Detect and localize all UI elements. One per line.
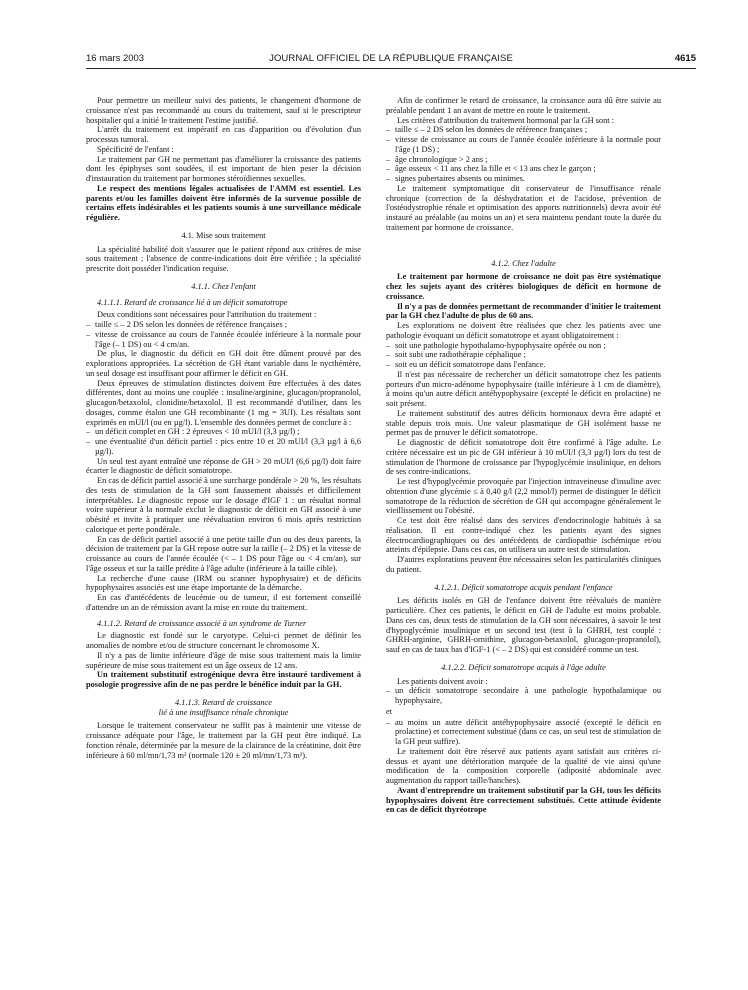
list-item: – soit eu un déficit somatotrope dans l'enfance.	[386, 360, 661, 370]
bold-paragraph: Le traitement par hormone de croissance ne doit pas être systématique chez les sujets ayant des critères biologiques de déficit en hormone de croissance.	[386, 272, 661, 301]
bold-paragraph: Le respect des mentions légales actualisées de l'AMM est essentiel. Les parents et/ou les familles doivent être informés de la survenue possible de certains effets indésirables et les patients soumis à une surveillance médicale régulière.	[86, 183, 361, 222]
left-column	[86, 96, 361, 760]
section-heading: 4.1. Mise sous traitement	[181, 230, 266, 240]
paragraph: L'arrêt du traitement est impératif en cas d'apparition ou d'évolution d'un processus tumoral.	[86, 125, 361, 144]
paragraph: Un seul test ayant entraîné une réponse de GH > 20 mUI/l (6,6 µg/l) doit faire écarter le diagnostic de déficit somatotrope.	[86, 456, 361, 476]
paragraph: Le test d'hypoglycémie provoquée par l'injection intraveineuse d'insuline avec obtention d'une glycémie ≤ à 0,40 g/l (2,2 mmol/l) permet de distinguer le déficit somatotrope de la réduction de sécrétion de GH qui accompagne généralement le vieillissement ou l'obésité.	[386, 477, 661, 516]
list-item: – vitesse de croissance au cours de l'année écoulée inférieure à la normale pour l'âge (1 DS) ;	[386, 135, 661, 155]
paragraph: En cas de déficit partiel associé à une surcharge pondérale > 20 %, les résultats des tests de stimulation de la GH sont faussement abaissés et difficilement interprétables. Le diagnostic repose sur le dosage d'IGF 1 : un résultat normal voire supérieur à la normale exclut le diagnostic de déficit en GH associé à une obésité et invite à pratiquer une réévaluation environ 6 mois après restriction calorique et perte pondérale.	[86, 476, 361, 534]
paragraph: En cas de déficit partiel associé à une petite taille d'un ou des deux parents, la décision de traitement par la GH repose outre sur la taille (– 2 DS) et la vitesse de croissance au cours de l'année écoulée (< – 1 DS pour l'âge ou < 4 cm/an), sur l'âge osseux et sur la taille prédite à l'âge adulte (inférieure à la taille cible).	[86, 534, 361, 573]
list-item: – vitesse de croissance au cours de l'année écoulée inférieure à la normale pour l'âge (– 1 DS) ou < 4 cm/an.	[86, 330, 361, 350]
section-heading: 4.1.1. Chez l'enfant	[191, 281, 256, 291]
paragraph: Lorsque le traitement conservateur ne suffit pas à maintenir une vitesse de croissance adéquate pour l'âge, le traitement par la GH peut être indiqué. La fonction rénale, déterminée par la mesure de la clairance de la créatinine, doit être inférieure à 60 ml/mn/1,73 m² (normale 120 ± 20 ml/mn/1,73 m²).	[86, 721, 361, 760]
paragraph: Il n'y a pas de limite inférieure d'âge de mise sous traitement mais la limite supérieure de mise sous traitement est un âge osseux de 12 ans.	[86, 650, 361, 670]
patient-criteria-list-2	[386, 718, 661, 747]
list-item: – taille ≤ – 2 DS selon les données de référence françaises ;	[86, 320, 361, 330]
paragraph: D'autres explorations peuvent être nécessaires selon les particularités cliniques du patient.	[386, 555, 661, 574]
patient-criteria-list	[386, 686, 661, 706]
paragraph: Les déficits isolés en GH de l'enfance doivent être réévalués de manière particulière. Chez ces patients, le déficit en GH de l'adulte est moins probable. Dans ces cas, deux tests de stimulation de la GH sont nécessaires, à savoir le test d'hypoglycémie insulinique et un second test (test à la GHRH, test couplé : GHRH-arginine, GHRH-ornithine, glucagon-betaxolol, glucagon-propranolol), sauf en cas de taux bas d'IGF-1 (< – 2 DS) qui est considéré comme un test.	[386, 596, 661, 654]
bold-paragraph: Avant d'entreprendre un traitement substitutif par la GH, tous les déficits hypophysaires doivent être correctement substitués. Cette attitude évidente en cas de déficit thyréotrope	[386, 785, 661, 815]
journal-title: JOURNAL OFFICIEL DE LA RÉPUBLIQUE FRANÇAISE	[269, 53, 513, 64]
subsection-heading: 4.1.1.2. Retard de croissance associé à un syndrome de Turner	[97, 618, 307, 628]
list-item: – au moins un autre déficit antéhypophysaire associé (excepté le déficit en prolactine) et correctement substitué (dans ce cas, un seul test de stimulation de la GH peut suffire).	[386, 718, 661, 747]
paragraph: Deux épreuves de stimulation distinctes doivent être effectuées à des dates différentes, dont au moins une couplée : insuline/arginine, glucagon/propranolol, glucagon/betaxolol, clonidine/betaxolol. Il est recommandé d'utiliser, dans les dosages, comme étalon une GH recombinante (1 mg = 3UI). Les résultats sont exprimés en mUI/l (ou en µg/l). L'ensemble des données permet de conclure à :	[86, 378, 361, 427]
list-item: – un déficit complet en GH : 2 épreuves < 10 mUI/l (3,3 µg/l) ;	[86, 427, 361, 437]
paragraph: Spécificité de l'enfant :	[97, 144, 174, 154]
list-item: – âge osseux < 11 ans chez la fille et < 13 ans chez le garçon ;	[386, 164, 661, 174]
paragraph: Le diagnostic est fondé sur le caryotype. Celui-ci permet de définir les anomalies de nombre et/ou de structure concernant le chromosome X.	[86, 631, 361, 650]
paragraph: Deux conditions sont nécessaires pour l'attribution du traitement :	[97, 310, 317, 320]
subsection-heading-line2: lié à une insuffisance rénale chronique	[158, 707, 289, 717]
list-item: – signes pubertaires absents ou minimes.	[386, 174, 661, 184]
subsection-heading: 4.1.2.1. Déficit somatotrope acquis pendant l'enfance	[434, 582, 613, 592]
paragraph: De plus, le diagnostic du déficit en GH doit être dûment prouvé par des explorations appropriées. La sécrétion de GH étant variable dans le nycthémère, un seul dosage est insuffisant pour affirmer le déficit en GH.	[86, 349, 361, 378]
subsection-heading: 4.1.1.3. Retard de croissance	[175, 697, 272, 707]
paragraph: Pour permettre un meilleur suivi des patients, le changement d'hormone de croissance n'est pas recommandé au cours du traitement, sauf si le prescripteur hospitalier qui a initié le traitement l'estime justifié.	[86, 96, 361, 125]
header-rule	[86, 68, 696, 69]
list-item: – taille ≤ – 2 DS selon les données de référence françaises ;	[386, 125, 661, 135]
section-heading: 4.1.2. Chez l'adulte	[491, 258, 556, 268]
bold-paragraph: Il n'y a pas de données permettant de recommander d'initier le traitement par la GH chez l'adulte de plus de 60 ans.	[386, 301, 661, 321]
subsection-heading: 4.1.1.1. Retard de croissance lié à un déficit somatotrope	[97, 297, 288, 307]
criteria-list	[386, 125, 661, 184]
paragraph: Les patients doivent avoir :	[397, 676, 488, 686]
right-column	[386, 96, 661, 815]
paragraph: Afin de confirmer le retard de croissance, la croissance aura dû être suivie au préalable pendant 1 an avant de mettre en route le traitement.	[386, 96, 661, 115]
bold-paragraph: Un traitement substitutif estrogénique devra être instauré tardivement à posologie progressive afin de ne pas perdre le bénéfice induit par la GH.	[86, 670, 361, 689]
paragraph: Le traitement doit être réservé aux patients ayant satisfait aux critères ci-dessus et ayant une détérioration marquée de la qualité de vie ainsi qu'une modification de la composition corporelle (adiposité abdominale avec augmentation du rapport taille/hanches).	[386, 746, 661, 785]
subsection-heading: 4.1.2.2. Déficit somatotrope acquis à l'âge adulte	[441, 662, 606, 672]
criteria-list	[86, 320, 361, 349]
paragraph: Le traitement symptomatique dit conservateur de l'insuffisance rénale chronique (correction de la déshydratation et de l'acidose, prévention de l'ostéodystrophie rénale et optimisation des apports nutritionnels) devra avoir été instauré au préalable (au moins un an) et sera maintenu pendant toute la durée du traitement par hormone de croissance.	[386, 183, 661, 232]
page-header	[86, 53, 696, 67]
paragraph: La recherche d'une cause (IRM ou scanner hypophysaire) et de déficits hypophysaires associés est une étape importante de la démarche.	[86, 573, 361, 593]
header-date: 16 mars 2003	[86, 53, 145, 64]
paragraph: Ce test doit être réalisé dans des services d'endocrinologie habitués à sa réalisation. Il est contre-indiqué chez les patients ayant des signes électrocardiographiques ou des antécédents de cardiopathie ischémique et/ou atteints d'épilepsie. Dans ces cas, on utilisera un autre test de stimulation.	[386, 516, 661, 555]
paragraph: Le diagnostic de déficit somatotrope doit être confirmé à l'âge adulte. Le critère nécessaire est un pic de GH inférieur à 10 mUI/l (3,3 µg/l) lors du test de stimulation de l'hormone de croissance par l'hypoglycémie insulinique, en dehors de ses contre-indications.	[386, 438, 661, 477]
paragraph: Les critères d'attribution du traitement hormonal par la GH sont :	[397, 115, 614, 125]
conjunction-text: et	[386, 706, 393, 716]
paragraph: En cas d'antécédents de leucémie ou de tumeur, il est fortement conseillé d'attendre un an de rémission avant la mise en route du traitement.	[86, 593, 361, 612]
list-item: – un déficit somatotrope secondaire à une pathologie hypothalamique ou hypophysaire,	[386, 686, 661, 706]
paragraph: Le traitement substitutif des autres déficits hormonaux devra être adapté et stable depuis trois mois. Une valeur plasmatique de GH isolément basse ne permet pas de prouver le déficit somatotrope.	[386, 408, 661, 438]
list-item: – soit subi une radiothérapie céphalique ;	[386, 350, 661, 360]
conditions-list	[386, 341, 661, 370]
paragraph: La spécialité habilité doit s'assurer que le patient répond aux critères de mise sous traitement ; l'absence de contre-indications doit être vérifiée ; la spécialité prescrite doit posséder l'indication requise.	[86, 244, 361, 273]
paragraph: Le traitement par GH ne permettant pas d'améliorer la croissance des patients dont les épiphyses sont soudées, il est important de bien peser la décision d'instauration du traitement par hormones stéroïdiennes sexuelles.	[86, 154, 361, 183]
list-item: – soit une pathologie hypothalamo-hypophysaire opérée ou non ;	[386, 341, 661, 351]
conclusion-list	[86, 427, 361, 456]
paragraph: Les explorations ne doivent être réalisées que chez les patients avec une pathologie évoquant un déficit somatotrope et ayant obligatoirement :	[386, 321, 661, 340]
list-item: – une éventualité d'un déficit partiel : pics entre 10 et 20 mUI/l (3,3 µg/l à 6,6 µg/l).	[86, 437, 361, 457]
paragraph: Il n'est pas nécessaire de rechercher un déficit somatotrope chez les patients porteurs d'un micro-adénome hypophysaire (taille inférieure à 1 cm de diamètre), à moins qu'un autre déficit antéhypophysaire (excepté le déficit en prolactine) ne soit présent.	[386, 369, 661, 408]
page-number: 4615	[674, 53, 696, 64]
list-item: – âge chronologique > 2 ans ;	[386, 155, 661, 165]
